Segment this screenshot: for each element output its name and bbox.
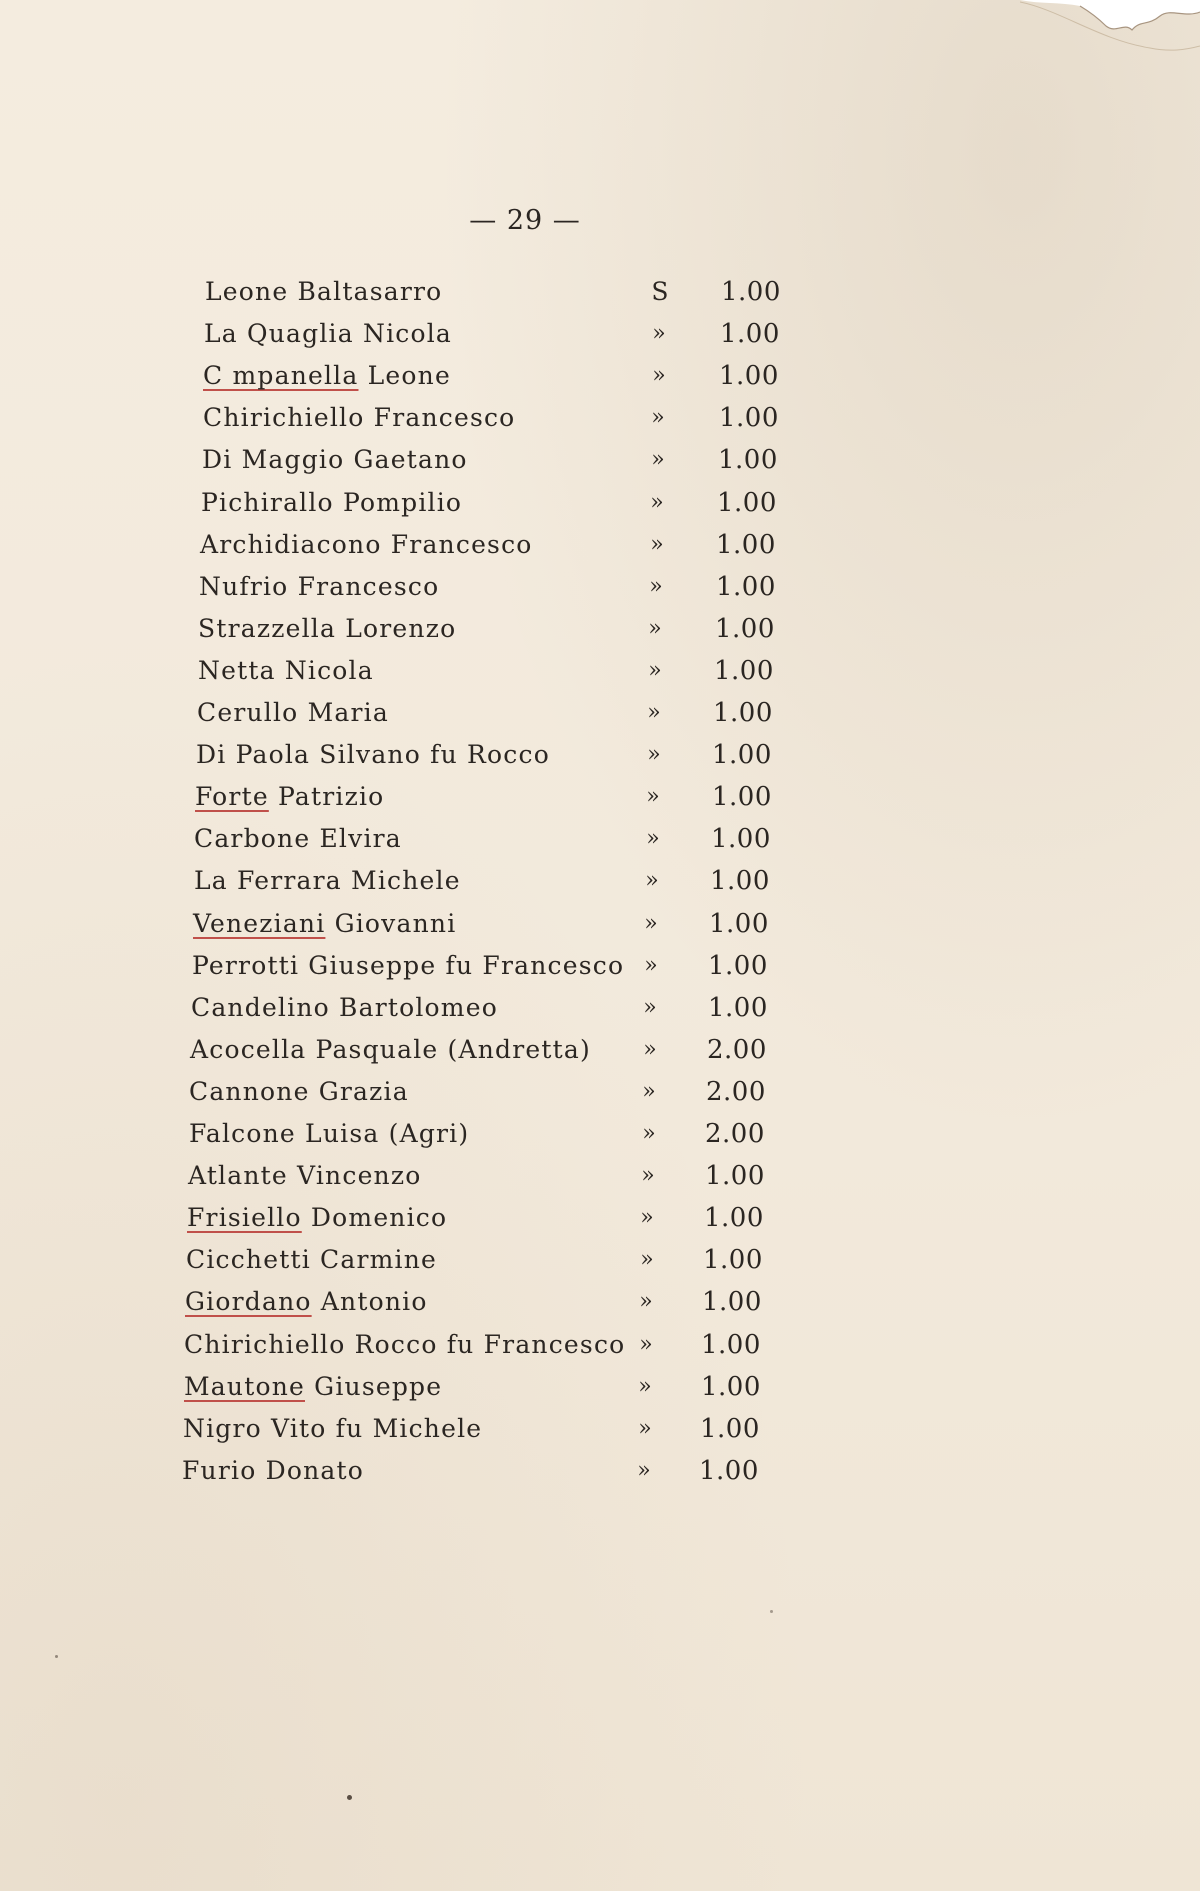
entry-name [193,904,456,944]
entry-amount: 1.00 [712,782,772,813]
entry-amount: 1.00 [708,950,768,981]
entry-amount: 1.00 [701,1329,761,1360]
list-item [0,356,1200,396]
ditto-mark: » [642,1121,656,1146]
ditto-mark: » [652,321,666,347]
entry-name-rest: Giuseppe [305,1371,443,1401]
ditto-mark: » [637,1457,651,1483]
list-item [0,1072,1200,1112]
entry-amount: 1.00 [703,1245,763,1276]
ditto-mark: » [648,615,662,641]
entry-name: Pichirallo Pompilio [201,487,463,517]
entry-name-underlined: Giordano [185,1287,312,1317]
list-item [0,735,1200,775]
entry-name [184,1367,442,1407]
ditto-mark: » [639,1289,653,1315]
entry-name: Netta Nicola [198,655,374,685]
entry-name: Di Paola Silvano fu Rocco [196,740,550,770]
entry-amount: 1.00 [719,403,779,434]
entry-amount: 1.00 [721,277,781,307]
list-item [0,693,1200,733]
ditto-mark: » [643,1036,657,1062]
list-item [0,861,1200,901]
entry-name-underlined: C mpanella [203,361,359,391]
entry-name: Nufrio Francesco [199,571,440,601]
entry-name-rest: Domenico [301,1203,448,1233]
list-item [0,946,1200,986]
entry-amount: 1.00 [717,487,777,518]
entry-name: Strazzella Lorenzo [198,613,457,643]
ditto-mark: » [642,1078,656,1104]
entry-amount: 1.00 [700,1413,760,1444]
entry-name-rest: Patrizio [268,782,385,812]
list-item [0,988,1200,1028]
entry-name [185,1282,428,1322]
entry-name-underlined: Mautone [184,1371,305,1401]
entry-amount: 1.00 [709,908,769,939]
entry-amount: 1.00 [711,824,771,855]
entry-name: Carbone Elvira [194,824,402,854]
entry-name: Nigro Vito fu Michele [183,1413,483,1443]
ditto-mark: » [649,573,663,599]
entry-name: Chirichiello Francesco [203,403,516,433]
entry-name-rest: Giovanni [325,908,457,938]
entry-name [187,1198,447,1238]
entry-name-underlined: Frisiello [187,1203,302,1233]
entry-name: Acocella Pasquale (Andretta) [190,1034,591,1064]
entry-name: Candelino Bartolomeo [191,992,498,1022]
entry-amount: 1.00 [718,445,778,476]
entry-amount: 1.00 [704,1203,764,1234]
entry-name: Di Maggio Gaetano [202,445,468,475]
list-item [0,1367,1200,1407]
list-item [0,904,1200,944]
entry-amount: 1.00 [716,529,776,560]
entry-name: Cicchetti Carmine [186,1245,438,1275]
ditto-mark: » [640,1205,654,1231]
ink-speck [55,1655,58,1658]
ditto-mark: S [651,277,669,306]
entry-amount: 2.00 [707,1034,767,1065]
entry-amount: 1.00 [699,1455,759,1486]
ditto-mark: » [645,868,659,894]
list-item [0,314,1200,354]
ink-speck [770,1610,773,1613]
entry-name: Falcone Luisa (Agri) [189,1119,470,1148]
entry-amount: 1.00 [701,1371,761,1402]
ditto-mark: » [638,1373,652,1399]
list-item [0,1325,1200,1365]
ditto-mark: » [646,784,660,810]
entry-amount: 1.00 [702,1287,762,1318]
ditto-mark: » [647,742,661,768]
entry-amount: 2.00 [705,1119,765,1149]
entry-name: Perrotti Giuseppe fu Francesco [192,950,625,980]
entry-name: Furio Donato [182,1455,364,1485]
ditto-mark: » [647,700,661,725]
entry-name: Chirichiello Rocco fu Francesco [184,1329,626,1359]
entry-name: La Quaglia Nicola [204,319,453,349]
entry-amount: 2.00 [706,1076,766,1107]
entry-name [203,356,451,396]
ink-speck [347,1795,352,1800]
entry-amount: 1.00 [714,655,774,686]
list-item [0,609,1200,649]
list-item [0,1030,1200,1070]
list-item [0,1156,1200,1196]
ditto-mark: » [651,405,665,431]
entry-name [195,777,384,817]
list-item [0,440,1200,480]
entry-amount: 1.00 [713,698,773,728]
entry-amount: 1.00 [708,992,768,1023]
list-item [0,525,1200,565]
entry-amount: 1.00 [712,740,772,771]
ditto-mark: » [652,363,666,389]
list-item [0,1282,1200,1322]
entry-amount: 1.00 [715,613,775,644]
entry-name-underlined: Forte [195,782,269,812]
entry-name: Archidiacono Francesco [200,529,533,559]
list-item [0,651,1200,691]
ditto-mark: » [650,531,664,557]
entry-name-rest: Leone [358,361,451,391]
ditto-mark: » [646,826,660,852]
entry-amount: 1.00 [720,319,780,350]
ditto-mark: » [640,1247,654,1273]
list-item [0,1240,1200,1280]
list-item [0,483,1200,523]
ditto-mark: » [641,1163,655,1189]
entry-name: La Ferrara Michele [194,866,461,896]
list-item [0,1451,1200,1491]
page-number: — 29 — [469,205,581,236]
ditto-mark: » [638,1415,652,1441]
entry-name: Cerullo Maria [197,698,389,727]
ditto-mark: » [651,447,665,473]
entry-name-underlined: Veneziani [193,908,326,938]
entry-amount: 1.00 [710,866,770,897]
list-item [0,272,1200,312]
ditto-mark: » [650,489,664,515]
list-item [0,819,1200,859]
list-item [0,398,1200,438]
entry-name: Cannone Grazia [189,1076,409,1106]
ditto-mark: » [644,952,658,978]
list-item [0,1198,1200,1238]
list-item [0,567,1200,607]
ditto-mark: » [643,994,657,1020]
entry-amount: 1.00 [716,571,776,602]
entry-name: Leone Baltasarro [205,277,443,306]
entry-name: Atlante Vincenzo [188,1161,422,1191]
list-item [0,1409,1200,1449]
entry-amount: 1.00 [719,361,779,392]
entry-amount: 1.00 [705,1161,765,1192]
ditto-mark: » [644,910,658,936]
ditto-mark: » [648,657,662,683]
torn-corner [1020,0,1200,60]
entry-name-rest: Antonio [311,1287,428,1317]
ditto-mark: » [639,1331,653,1357]
list-item [0,777,1200,817]
list-item [0,1114,1200,1154]
